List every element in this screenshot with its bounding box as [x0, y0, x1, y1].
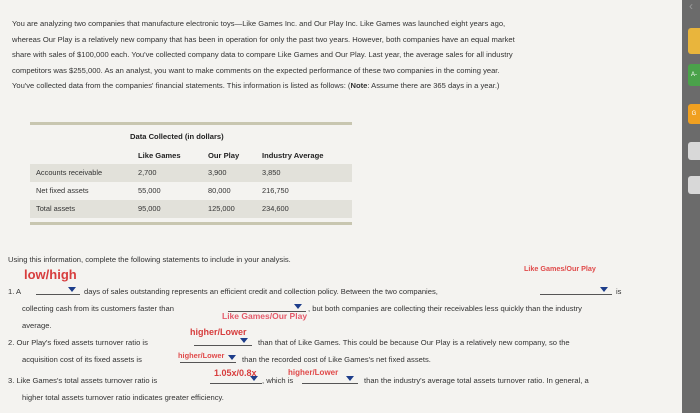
- intro-paragraph: [12, 16, 662, 94]
- table-row: [30, 182, 352, 200]
- table-row: [30, 164, 352, 182]
- intro-text: : Assume there are 365 days in a year.): [367, 81, 500, 90]
- q1-number: 1. A: [8, 287, 22, 296]
- dropdown-arrow-icon[interactable]: [294, 304, 302, 309]
- cell-value: 216,750: [262, 186, 289, 195]
- dropdown-arrow-icon[interactable]: [250, 376, 258, 381]
- note-label: Note: [350, 81, 368, 90]
- cell-value: 234,600: [262, 204, 289, 213]
- sidebar-tab-green[interactable]: [688, 64, 700, 86]
- sidebar-tab-label: A-: [691, 72, 697, 78]
- overlay-low-high: low/high: [24, 267, 77, 282]
- overlay-like-our-mid: Like Games/Our Play: [222, 311, 308, 321]
- q1-text-b: collecting cash from its customers faster than: [22, 304, 174, 313]
- cell-value: 3,850: [262, 168, 281, 177]
- intro-line: You are analyzing two companies that manufacture electronic toys—Like Games Inc. and Our Play Inc. Like Games was launched eight years ago,: [12, 19, 506, 28]
- overlay-ratio: 1.05x/0.8x: [214, 368, 257, 378]
- cell-value: 80,000: [208, 186, 231, 195]
- q1-text-a: days of sales outstanding represents an efficient credit and collection policy. Between the two companies,: [84, 287, 438, 296]
- overlay-higher-lower-2: higher/Lower: [178, 351, 225, 360]
- q2-text-d: than the recorded cost of Like Games's net fixed assets.: [242, 355, 431, 364]
- sidebar-tab-orange[interactable]: [688, 104, 700, 124]
- q3-text-c: than the industry's average total assets turnover ratio. In general, a: [364, 376, 589, 385]
- q3-text-a: 3. Like Games's total assets turnover ratio is: [8, 376, 158, 385]
- q3-text-b: , which is: [262, 376, 294, 385]
- overlay-like-our-right: Like Games/Our Play: [524, 264, 596, 273]
- sidebar-tab-yellow[interactable]: [688, 28, 700, 54]
- q2-text-b: than that of Like Games. This could be because Our Play is a relatively new company, so the: [258, 338, 570, 347]
- column-header-industry-average: Industry Average: [262, 151, 324, 160]
- cell-value: 55,000: [138, 186, 161, 195]
- column-header-like-games: Like Games: [138, 151, 181, 160]
- sidebar-tab-label: G: [691, 111, 697, 117]
- q3-text-d: higher total assets turnover ratio indicates greater efficiency.: [22, 393, 224, 402]
- cell-value: 3,900: [208, 168, 227, 177]
- cell-value: 2,700: [138, 168, 157, 177]
- dropdown-arrow-icon[interactable]: [240, 338, 248, 343]
- cell-value: 125,000: [208, 204, 235, 213]
- overlay-higher-lower-3: higher/Lower: [288, 368, 339, 377]
- intro-text: You've collected data from the companies' financial statements. This information is listed as follows: (: [12, 81, 351, 90]
- q1-text-d: average.: [22, 321, 52, 330]
- dropdown-arrow-icon[interactable]: [68, 287, 76, 292]
- q2-text-a: 2. Our Play's fixed assets turnover ratio is: [8, 338, 148, 347]
- table-title: Data Collected (in dollars): [130, 132, 224, 141]
- sidebar-tab-gray[interactable]: [688, 142, 700, 160]
- dropdown-arrow-icon[interactable]: [600, 287, 608, 292]
- table-row: [30, 200, 352, 218]
- row-label: Net fixed assets: [36, 186, 89, 195]
- intro-line: whereas Our Play is a relatively new company that has been in operation for only the past two years. However, both companies have an equal market: [12, 34, 515, 44]
- table-bottom-rule: [30, 222, 352, 225]
- instructions-text: Using this information, complete the following statements to include in your analysis.: [8, 255, 291, 264]
- chevron-left-icon[interactable]: ‹: [689, 0, 693, 13]
- intro-line: [12, 78, 662, 94]
- sidebar-tab-gray[interactable]: [688, 176, 700, 194]
- table-top-rule: [30, 122, 352, 125]
- dropdown-arrow-icon[interactable]: [228, 355, 236, 360]
- intro-line: share with sales of $100,000 each. You've collected company data to compare Like Games and Our Play. Last year, the average sales for all industry: [12, 50, 513, 59]
- q2-text-c: acquisition cost of its fixed assets is: [22, 355, 142, 364]
- dropdown-arrow-icon[interactable]: [346, 376, 354, 381]
- q1-text-c: , but both companies are collecting their receivables less quickly than the industry: [308, 304, 582, 313]
- q1-text-is: is: [616, 287, 622, 296]
- overlay-higher-lower-1: higher/Lower: [190, 327, 247, 337]
- row-label: Accounts receivable: [36, 168, 103, 177]
- column-header-our-play: Our Play: [208, 151, 240, 160]
- row-label: Total assets: [36, 204, 76, 213]
- intro-line: competitors was $255,000. As an analyst, you want to make comments on the expected performance of these two companies in the coming year.: [12, 65, 500, 75]
- cell-value: 95,000: [138, 204, 161, 213]
